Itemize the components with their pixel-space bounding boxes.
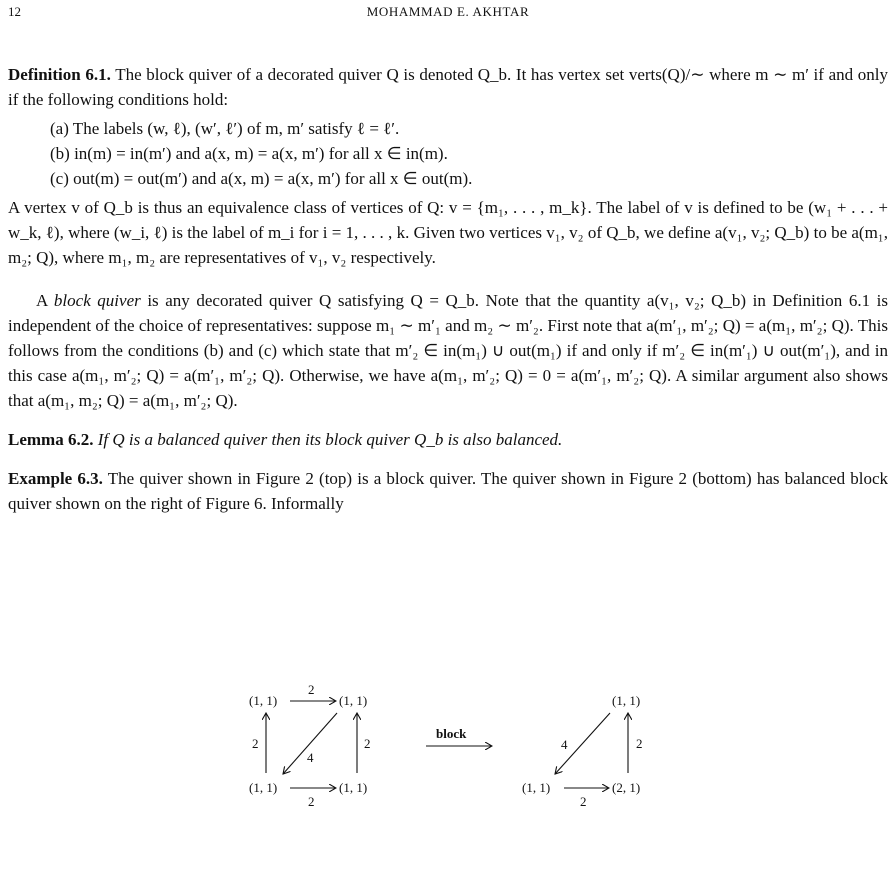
paragraph-text: is any decorated quiver Q satisfying Q = Q_b. Note that the quantity a(v₁, v₂; Q_b) in Definition 6.1 is independent of the choice of representatives: suppose m₁ ∼ m′₁ and m₂ ∼ m′₂. First note that a(m′₁, m′₂; Q) = a(m₁, m′₂; Q). This follows from the conditions (b) and (c) which state that m′₂ ∈ in(m₁) ∪ out(m₁) if and only if m′₂ ∈ in(m′₁) ∪ out(m′₁), and in this case a(m₁, m′₂; Q) = a(m′₁, m′₂; Q). Otherwise, we have a(m₁, m′₂; Q) = 0 = a(m′₁, m′₂; Q). A similar argument also shows that a(m₁, m₂; Q) = a(m₁, m′₂; Q).	[8, 291, 889, 410]
condition-c: (c) out(m) = out(m′) and a(x, m) = a(x, m′) for all x ∈ out(m).	[50, 169, 473, 188]
lemma-label: Lemma 6.2.	[8, 430, 94, 449]
example-block	[8, 466, 888, 516]
page-header	[8, 4, 888, 24]
example-label: Example 6.3.	[8, 469, 103, 488]
running-title: MOHAMMAD E. AKHTAR	[366, 4, 530, 19]
definition-followup: A vertex v of Q_b is thus an equivalence class of vertices of Q: v = {m₁, . . . , m_k}. The label of v is defined to be (w₁ + . . . + w_k, ℓ), where (w_i, ℓ) is the label of m_i for i = 1, . . . , k. Given two vertices v₁, v₂ of Q_b, we define a(v₁, v₂; Q_b) to be a(m₁, m₂; Q), where m₁, m₂ are representatives of v₁, v₂ respectively.	[8, 198, 888, 267]
quiver-figure	[0, 660, 896, 840]
condition-list	[50, 116, 888, 191]
page-body	[8, 62, 888, 530]
lemma-text: If Q is a balanced quiver then its block quiver Q_b is also balanced.	[97, 430, 563, 449]
definition-block	[8, 62, 888, 112]
block-arrow-label: block	[436, 726, 467, 741]
condition-a: (a) The labels (w, ℓ), (w′, ℓ′) of m, m′ satisfy ℓ = ℓ′.	[50, 119, 400, 138]
example-text: The quiver shown in Figure 2 (top) is a block quiver. The quiver shown in Figure 2 (bottom) has balanced block quiver shown on the right of Figure 6. Informally	[8, 469, 888, 513]
right-vertex-bottom-right: (2, 1)	[612, 780, 641, 795]
lemma-block	[8, 427, 888, 452]
edge-right-label: 2	[364, 736, 371, 751]
left-vertex-bottom-right: (1, 1)	[339, 780, 368, 795]
right-edge-diagonal-label: 4	[561, 737, 568, 752]
right-edge-bottom-label: 2	[580, 794, 587, 809]
definition-text: The block quiver of a decorated quiver Q is denoted Q_b. It has vertex set verts(Q)/∼ where m ∼ m′ if and only if the following conditions hold:	[8, 65, 888, 109]
block-quiver-paragraph	[8, 288, 888, 413]
page-number: 12	[8, 4, 21, 19]
definition-label: Definition 6.1.	[8, 65, 111, 84]
edge-bottom-label: 2	[308, 794, 315, 809]
left-vertex-top-left: (1, 1)	[249, 693, 278, 708]
paragraph-lead: A	[36, 291, 54, 310]
right-edge-vertical-label: 2	[636, 736, 643, 751]
right-vertex-top: (1, 1)	[612, 693, 641, 708]
left-vertex-bottom-left: (1, 1)	[249, 780, 278, 795]
left-vertex-top-right: (1, 1)	[339, 693, 368, 708]
block-quiver-term: block quiver	[53, 291, 141, 310]
edge-top-label: 2	[308, 682, 315, 697]
quiver-diagram	[0, 660, 896, 840]
edge-diagonal-label: 4	[307, 750, 314, 765]
right-vertex-bottom-left: (1, 1)	[522, 780, 551, 795]
edge-left-label: 2	[252, 736, 259, 751]
condition-b: (b) in(m) = in(m′) and a(x, m) = a(x, m′) for all x ∈ in(m).	[50, 144, 448, 163]
